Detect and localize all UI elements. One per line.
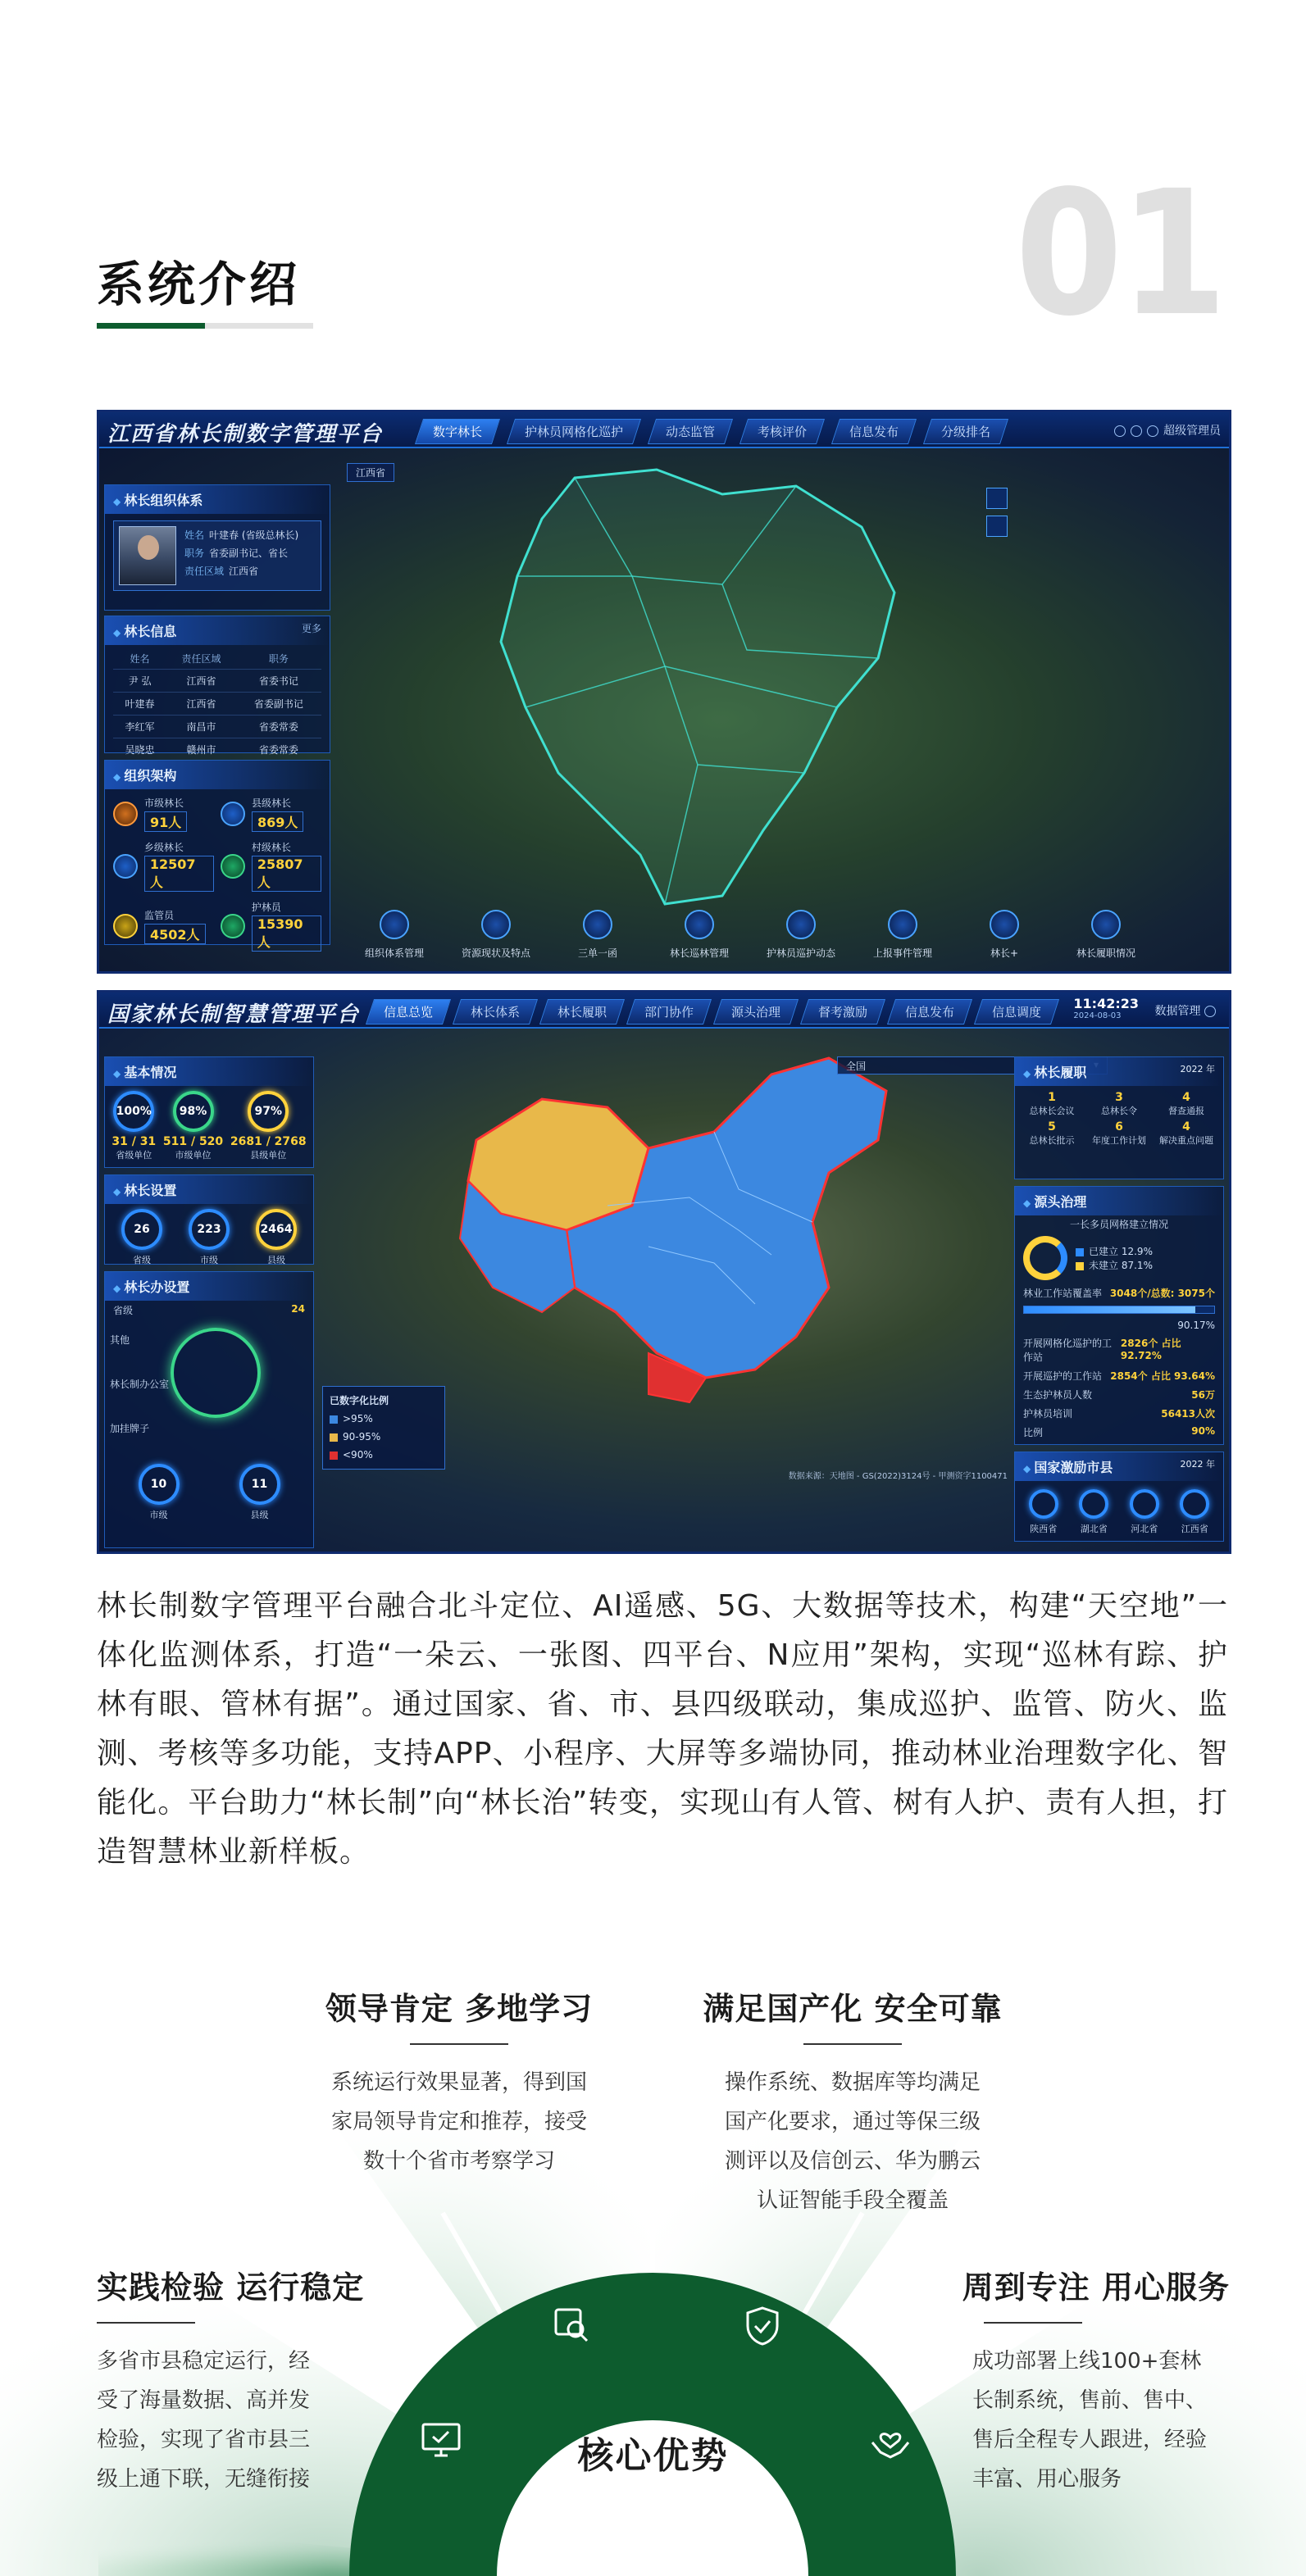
tab-overview[interactable]: 信息总览: [366, 999, 451, 1024]
notification-icon[interactable]: [1131, 425, 1142, 437]
table-row[interactable]: 李红军 南昌市 省委常委: [113, 716, 321, 738]
china-map: [444, 1042, 935, 1468]
tab-assessment[interactable]: 考核评价: [739, 419, 825, 444]
setting-city[interactable]: 223 市级: [189, 1209, 230, 1266]
tool-ranger-dynamic[interactable]: 护林员巡护动态: [752, 910, 850, 960]
advantage-service: 周到专注 用心服务 成功部署上线100+套林 长制系统，售前、售中、 售后全程专人跟进，经验 丰富、用心服务: [951, 2262, 1279, 2499]
map-mode-icon[interactable]: [986, 516, 1008, 537]
kpi-city[interactable]: 98% 511 / 520 市级单位: [163, 1091, 223, 1161]
leader-panel: [104, 484, 330, 611]
title-underline-accent: [97, 323, 205, 329]
incentive-item[interactable]: 江西省: [1180, 1489, 1209, 1535]
more-link[interactable]: 更多: [301, 623, 321, 634]
scope-select[interactable]: 全国: [837, 1056, 1108, 1074]
section-title: 系统介绍: [97, 257, 301, 312]
duty-item[interactable]: 6 年度工作计划: [1092, 1120, 1146, 1146]
shield-check-icon: [739, 2303, 785, 2349]
tab-digital-chief[interactable]: 数字林长: [415, 419, 500, 444]
source-panel: ◆ 源头治理 一长多员网格建立情况 已建立 12.9% 未建立 87.1% 林业工作站覆盖率 3048个/总数: 3075个 90.17% 开展网格化巡护的工作站 2826个 占比 92.72% 开展巡护的工作站 2854个 占比 93.64% 生态护林员人数 56万 护林员培训 56413人次 比例 90%: [1014, 1186, 1224, 1445]
tab-chief-duty[interactable]: 林长履职: [539, 999, 625, 1024]
org-item-supervisor[interactable]: 监管员 4502人: [113, 900, 214, 952]
tab-source-governance[interactable]: 源头治理: [713, 999, 799, 1024]
map-controls: [986, 488, 1008, 537]
office-ring: [171, 1328, 261, 1418]
jiangxi-map: [452, 461, 960, 920]
duty-item[interactable]: 5 总林长批示: [1029, 1120, 1075, 1146]
duty-item[interactable]: 4 督查通报: [1168, 1091, 1204, 1116]
top-bar: [99, 993, 1229, 1029]
top-bar: [99, 412, 1229, 448]
tab-info-release[interactable]: 信息发布: [831, 419, 917, 444]
grid-donut: [1023, 1236, 1067, 1280]
org-item-city[interactable]: 市级林长 91人: [113, 796, 214, 832]
kpi-province[interactable]: 100% 31 / 31 省级单位: [111, 1091, 156, 1161]
source-panel-title: ◆ 源头治理: [1015, 1187, 1223, 1215]
chief-table: 姓名 责任区域 职务 尹 弘 江西省 省委书记 叶建春 江西省 省委副书记 李红军 南昌市 省委常委 吴晓忠 赣州市 省委常委: [113, 648, 321, 761]
tool-org-system[interactable]: 组织体系管理: [345, 910, 444, 960]
three-lists-icon: [583, 910, 612, 939]
section-number: 01: [1015, 153, 1224, 354]
office-panel-title: ◆ 林长办设置: [105, 1272, 313, 1301]
china-main-region: [567, 1058, 886, 1378]
chief-plus-icon: [990, 910, 1019, 939]
basic-panel-title: ◆ 基本情况: [105, 1057, 313, 1086]
table-row[interactable]: 吴晓忠 赣州市 省委常委: [113, 738, 321, 761]
tool-three-lists[interactable]: 三单一函: [548, 910, 647, 960]
setting-province[interactable]: 26 省级: [121, 1209, 162, 1266]
ranger-icon: [221, 914, 245, 938]
incentive-item[interactable]: 陕西省: [1029, 1489, 1058, 1535]
advantage-stability: 实践检验 运行稳定 多省市县稳定运行，经 受了海量数据、高并发 检验，实现了省市县三 级上通下联，无缝衔接: [97, 2262, 408, 2499]
duty-item[interactable]: 1 总林长会议: [1029, 1091, 1075, 1116]
leader-card[interactable]: 姓名 叶建春 (省级总林长) 职务 省委副书记、省长 责任区域 江西省: [113, 520, 321, 591]
org-panel: [104, 760, 330, 950]
avatar: [119, 526, 176, 585]
user-menu[interactable]: 数据管理: [1155, 1002, 1221, 1019]
advantage-stability-head: 实践检验 运行稳定: [97, 2269, 365, 2306]
duty-panel: [1014, 1056, 1224, 1179]
office-level-line: 省级 24: [113, 1303, 305, 1316]
core-advantages-label: 核心优势: [577, 2435, 729, 2477]
title-underline: [97, 323, 313, 329]
user-menu[interactable]: 超级管理员: [1114, 422, 1221, 438]
coverage-progress: [1023, 1306, 1215, 1314]
city-chief-icon: [113, 802, 138, 826]
org-system-icon: [380, 910, 409, 939]
org-item-county[interactable]: 县级林长 869人: [221, 796, 321, 832]
search-document-icon: [549, 2303, 595, 2349]
duty-item[interactable]: 3 总林长令: [1101, 1091, 1137, 1116]
setting-panel: [104, 1174, 314, 1265]
table-row[interactable]: 叶建春 江西省 省委副书记: [113, 693, 321, 716]
advantage-leadership: 领导肯定 多地学习 系统运行效果显著，得到国 家局领导肯定和推荐，接受 数十个省市考察学习: [279, 1983, 639, 2181]
chief-info-title: ◆ 林长信息 更多: [105, 616, 330, 645]
tab-dispatch[interactable]: 信息调度: [974, 999, 1059, 1024]
user-icon: [1147, 425, 1158, 437]
township-chief-icon: [113, 854, 138, 879]
office-city[interactable]: 10 市级: [139, 1464, 180, 1521]
tool-chief-plus[interactable]: 林长+: [955, 910, 1053, 960]
office-county[interactable]: 11 县级: [239, 1464, 280, 1521]
ranger-dynamic-icon: [786, 910, 816, 939]
chief-info-panel: [104, 616, 330, 756]
map-source-note: 数据来源：天地图 - GS(2022)3124号 - 甲测资字1100471: [788, 1472, 1008, 1481]
advantage-service-head: 周到专注 用心服务: [962, 2269, 1230, 2306]
tab-grid-patrol[interactable]: 护林员网格化巡护: [507, 419, 641, 444]
village-chief-icon: [221, 854, 245, 879]
incentive-item[interactable]: 湖北省: [1079, 1489, 1108, 1535]
bottom-toolbar: [345, 910, 1155, 960]
incentive-panel: [1014, 1452, 1224, 1542]
settings-icon[interactable]: [1114, 425, 1126, 437]
map-legend: 已数字化比例 >95% 90-95% <90%: [322, 1386, 445, 1470]
county-chief-icon: [221, 802, 245, 826]
office-panel: ◆ 林长办设置 省级 24 其他 林长制办公室 加挂牌子 10 市级 11 县级: [104, 1271, 314, 1548]
clock: 11:42:23 2024-08-03: [1073, 996, 1139, 1020]
table-row[interactable]: 尹 弘 江西省 省委书记: [113, 670, 321, 693]
incentive-panel-title: ◆ 国家激励市县 2022 年: [1015, 1452, 1223, 1481]
patrol-icon: [685, 910, 714, 939]
supervisor-icon: [113, 914, 138, 938]
tab-release[interactable]: 信息发布: [887, 999, 972, 1024]
org-item-township[interactable]: 乡级林长 12507人: [113, 840, 214, 892]
tool-resources[interactable]: 资源现状及特点: [447, 910, 545, 960]
advantage-localization-head: 满足国产化 安全可靠: [703, 1991, 1003, 2027]
duty-item[interactable]: 4 解决重点问题: [1159, 1120, 1213, 1146]
setting-panel-title: ◆ 林长设置: [105, 1175, 313, 1204]
tool-events[interactable]: 上报事件管理: [853, 910, 952, 960]
org-item-ranger[interactable]: 护林员 15390人: [221, 900, 321, 952]
leader-panel-title: ◆ 林长组织体系: [105, 485, 330, 514]
tab-dynamic-supervision[interactable]: 动态监管: [648, 419, 733, 444]
basic-panel: [104, 1056, 314, 1168]
duty-panel-title: ◆ 林长履职 2022 年: [1015, 1057, 1223, 1086]
jiangxi-platform-screenshot: [97, 410, 1231, 974]
platform-title: 国家林长制智慧管理平台: [107, 1002, 361, 1027]
kpi-county[interactable]: 97% 2681 / 2768 县级单位: [230, 1091, 307, 1161]
top-nav: [370, 999, 1055, 1024]
tool-duty[interactable]: 林长履职情况: [1057, 910, 1155, 960]
setting-county[interactable]: 2464 县级: [256, 1209, 297, 1266]
tab-cooperation[interactable]: 部门协作: [626, 999, 712, 1024]
tool-patrol[interactable]: 林长巡林管理: [650, 910, 749, 960]
tab-chief-system[interactable]: 林长体系: [453, 999, 538, 1024]
events-icon: [888, 910, 917, 939]
advantage-localization: 满足国产化 安全可靠 操作系统、数据库等均满足 国产化要求，通过等保三级 测评以及信创云、华为鹏云 认证智能手段全覆盖: [672, 1983, 1033, 2220]
top-nav: [419, 419, 1004, 444]
national-platform-screenshot: [97, 990, 1231, 1554]
intro-paragraph: 林长制数字管理平台融合北斗定位、AI遥感、5G、大数据等技术，构建“天空地”一体化监测体系，打造“一朵云、一张图、四平台、N应用”架构，实现“巡林有踪、护林有眼、管林有据”。通过国家、省、市、县四级联动，集成巡护、监管、防火、监测、考核等多功能，支持APP、小程序、大屏等多端协同，推动林业治理数字化、智能化。平台助力“林长制”向“林长治”转变，实现山有人管、树有人护、责有人担，打造智慧林业新样板。: [97, 1589, 1228, 1869]
tab-incentive[interactable]: 督考激励: [800, 999, 885, 1024]
resources-icon: [481, 910, 511, 939]
org-item-village[interactable]: 村级林长 25807人: [221, 840, 321, 892]
power-icon[interactable]: [1204, 1006, 1216, 1017]
org-panel-title: ◆ 组织架构: [105, 761, 330, 789]
platform-title: 江西省林长制数字管理平台: [107, 422, 384, 447]
jiangxi-outline: [501, 470, 894, 904]
layer-toggle-icon[interactable]: [986, 488, 1008, 509]
tab-ranking[interactable]: 分级排名: [923, 419, 1008, 444]
incentive-item[interactable]: 河北省: [1130, 1489, 1159, 1535]
advantage-leadership-head: 领导肯定 多地学习: [325, 1991, 594, 2027]
region-tag[interactable]: 江西省: [347, 463, 394, 482]
duty-icon: [1091, 910, 1121, 939]
